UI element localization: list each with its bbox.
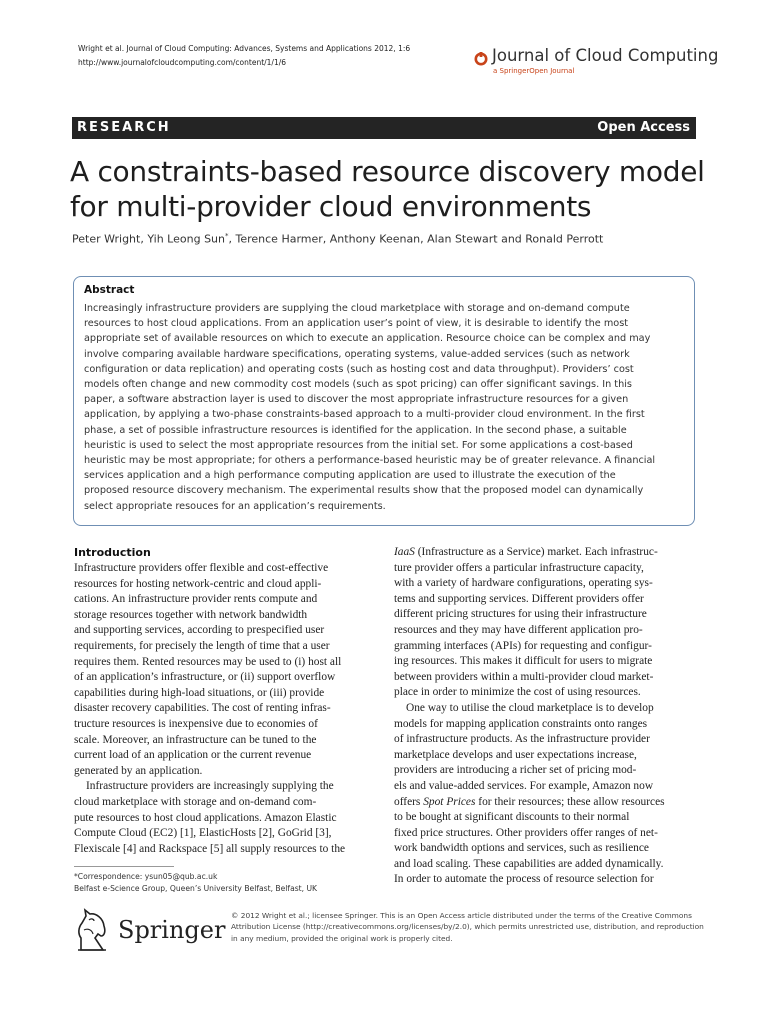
body-line: Infrastructure providers are increasingly supplying the	[86, 780, 334, 793]
authors-part: Peter Wright, Yih Leong Sun	[72, 232, 225, 246]
license-text	[231, 910, 704, 944]
abstract-line: Increasingly infrastructure providers are supplying the cloud marketplace with storage and on-demand compute	[84, 303, 630, 314]
body-line: providers are introducing a richer set of pricing mod-	[394, 764, 637, 777]
body-line-rest: (Infrastructure as a Service) market. Each infrastruc-	[414, 546, 658, 558]
body-line: different pricing structures for using their infrastructure	[394, 608, 647, 621]
abstract-box	[73, 276, 695, 526]
abstract-line: phase, a set of possible infrastructure resources is identified for the application. In the second phase, a suitable	[84, 424, 627, 436]
abstract-heading: Abstract	[84, 284, 135, 296]
citation-line: Wright et al. Journal of Cloud Computing: Advances, Systems and Applications 2012, 1:6	[78, 44, 411, 53]
open-access-badge: Open Access	[597, 120, 690, 135]
abstract-line: services application and a high performance computing application are used to illustrate the execution of the	[84, 470, 616, 482]
article-type-label: RESEARCH	[77, 120, 171, 135]
body-line: and supporting services, according to prespecified user	[74, 624, 325, 637]
body-line	[394, 545, 700, 561]
footnote	[74, 871, 317, 895]
header-citation	[78, 42, 410, 70]
abstract-line: models often change and new commodity cost models (such as spot pricing) can offer significant savings. In this	[84, 379, 632, 391]
footnote-divider	[74, 866, 174, 867]
title-line: A constraints-based resource discovery model	[70, 155, 705, 188]
body-column-left	[74, 561, 379, 857]
body-line: with a variety of hardware configurations, operating sys-	[394, 577, 653, 590]
affiliation: Belfast e-Science Group, Queen’s University Belfast, Belfast, UK	[74, 884, 318, 893]
springer-logo	[72, 908, 226, 954]
body-line: place in order to minimize the cost of using resources.	[394, 686, 641, 699]
body-line-rest: for their resources; these allow resources	[475, 795, 665, 808]
body-line: models for mapping application constraints onto ranges	[394, 717, 648, 730]
abstract-line: application, by applying a two-phase constraints-based approach to a multi-provider cloud environment. In the first	[84, 409, 645, 421]
body-line: In order to automate the process of resource selection for	[394, 873, 654, 886]
body-line-pre: offers	[394, 795, 424, 808]
body-line: tems and supporting services. Different providers offer	[394, 592, 644, 605]
body-line: ing resources. This makes it difficult for users to migrate	[394, 655, 653, 668]
body-line: capabilities during high-load situations, or (iii) provide	[74, 686, 325, 699]
body-line: pute resources to host cloud applications. Amazon Elastic	[74, 811, 337, 824]
body-line: requirements, for precisely the length of time that a user	[74, 639, 330, 652]
spot-prices-term: Spot Prices	[423, 795, 476, 808]
journal-logo	[474, 46, 719, 86]
body-line: resources for hosting network-centric and cloud appli-	[74, 577, 322, 590]
body-line: requires them. Rented resources may be used to (i) host all	[74, 655, 342, 668]
authors-part: , Terence Harmer, Anthony Keenan, Alan Stewart and Ronald Perrott	[228, 232, 604, 246]
iaas-term: IaaS	[394, 546, 415, 558]
body-line: Infrastructure providers offer flexible and cost-effective	[74, 562, 329, 574]
body-line: tructure resources is inexpensive due to economies of	[74, 717, 318, 730]
body-line: marketplace develops and user expectations increase,	[394, 748, 637, 761]
journal-name: Journal of Cloud Computing	[492, 46, 719, 65]
body-line: of an application’s infrastructure, or (ii) support overflow	[74, 671, 336, 684]
abstract-line: proposed resource discovery mechanism. The experimental results show that the proposed model can dynamically	[84, 485, 644, 497]
body-line: One way to utilise the cloud marketplace is to develop	[406, 701, 654, 714]
abstract-line: resources to host cloud applications. From an application user’s point of view, it is desirable to identify the most	[84, 318, 629, 330]
body-line: fixed price structures. Other providers offer ranges of net-	[394, 826, 658, 839]
body-line: Flexiscale [4] and Rackspace [5] all supply resources to the	[74, 842, 346, 855]
body-line: resources and they may have different application pro-	[394, 623, 643, 636]
body-line	[394, 795, 700, 811]
citation-url-link[interactable]: http://www.journalofcloudcomputing.com/content/1/1/6	[78, 58, 287, 67]
body-line: els and value-added services. For example, Amazon now	[394, 779, 654, 792]
abstract-line: heuristic is used to select the most appropriate resources from the initial set. For some applications a cost-based	[84, 439, 633, 451]
body-line: cloud marketplace with storage and on-demand com-	[74, 795, 317, 808]
article-type-bar	[72, 117, 696, 139]
author-list	[72, 232, 603, 246]
journal-subtitle: a SpringerOpen Journal	[493, 67, 575, 75]
correspondence-email[interactable]: *Correspondence: ysun05@qub.ac.uk	[74, 872, 218, 881]
body-line: gramming interfaces (APIs) for requesting and configur-	[394, 639, 652, 652]
body-line: to be bought at significant discounts to their normal	[394, 811, 630, 824]
abstract-line: heuristic may be most appropriate; for others a performance-based heuristic may be of greater relevance. A financial	[84, 455, 656, 467]
knight-icon	[72, 908, 112, 952]
license-line: Attribution License (http://creativecommons.org/licenses/by/2.0), which permits unrestricted use, distribution, and reproduction	[231, 922, 704, 932]
body-line: storage resources together with network bandwidth	[74, 608, 308, 621]
springeropen-mark-icon	[474, 52, 488, 66]
body-line: disaster recovery capabilities. The cost of renting infras-	[74, 702, 331, 715]
body-line: generated by an application.	[74, 764, 203, 777]
correspondence-mark: *	[225, 232, 229, 240]
abstract-line: involve comparing available hardware specifications, operating systems, value-added services (such as network	[84, 348, 630, 360]
body-line: scale. Moreover, an infrastructure can be tuned to the	[74, 733, 317, 746]
body-line: current load of an application or the current revenue	[74, 749, 312, 762]
abstract-line: configuration or data replication) and operating costs (such as hosting cost and data throughput). Providers’ cost	[84, 363, 634, 375]
abstract-line: paper, a software abstraction layer is used to discover the most appropriate infrastructure resources for a given	[84, 394, 629, 406]
body-line: of infrastructure products. As the infrastructure provider	[394, 733, 650, 746]
abstract-text	[84, 301, 686, 514]
body-line: cations. An infrastructure provider rents compute and	[74, 593, 318, 606]
license-line: © 2012 Wright et al.; licensee Springer. This is an Open Access article distributed under the terms of the Creative Commons	[231, 911, 692, 920]
body-line: and load scaling. These capabilities are added dynamically.	[394, 857, 664, 870]
license-line: in any medium, provided the original work is properly cited.	[231, 933, 453, 943]
abstract-line: appropriate set of available resources on which to execute an application. Resource choice can be complex and may	[84, 333, 651, 345]
publisher-name: Springer	[118, 916, 226, 944]
body-column-right	[394, 545, 700, 888]
body-line: between providers within a multi-provider cloud market-	[394, 670, 654, 683]
body-line: work bandwidth options and services, such as resilience	[394, 842, 649, 855]
title-line: for multi-provider cloud environments	[70, 190, 592, 223]
body-line: ture provider offers a particular infrastructure capacity,	[394, 561, 644, 574]
introduction-heading: Introduction	[74, 546, 151, 559]
article-title	[70, 154, 710, 224]
abstract-line: select appropriate resouces for an application’s requirements.	[84, 500, 386, 512]
body-line: Compute Cloud (EC2) [1], ElasticHosts [2], GoGrid [3],	[74, 827, 332, 840]
